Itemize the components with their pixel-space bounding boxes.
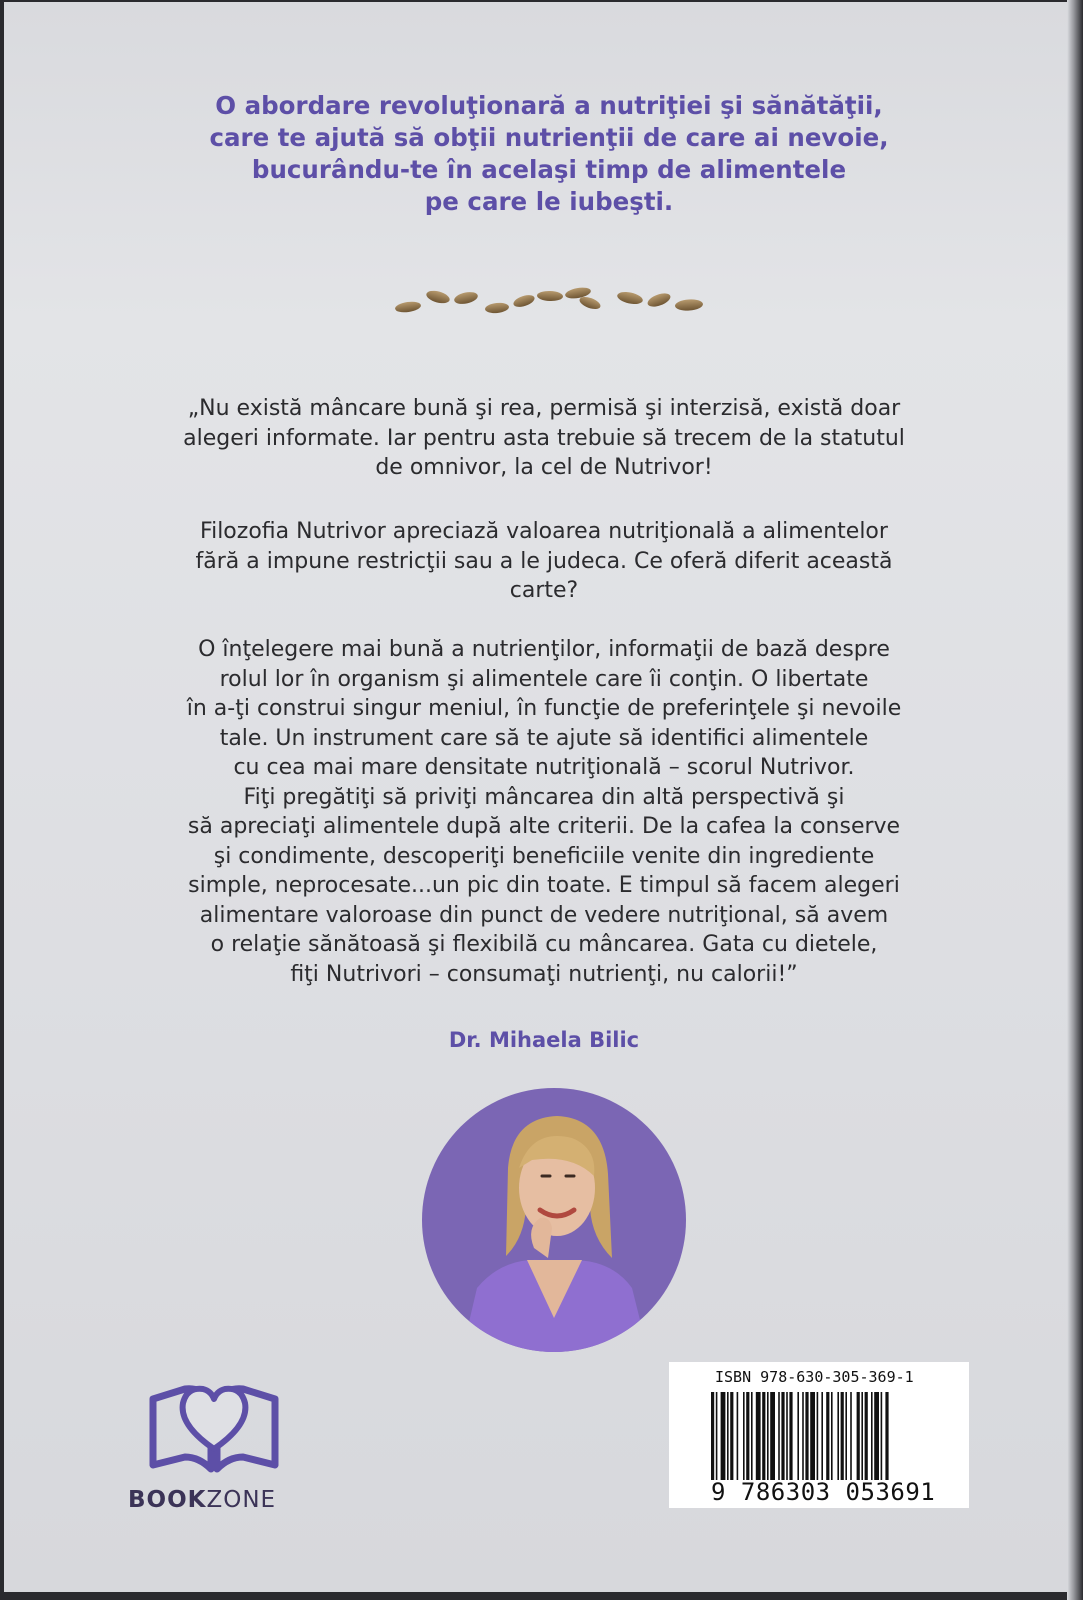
text-line: simple, neprocesate...un pic din toate. E timpul să facem alegeri — [188, 873, 900, 898]
text-line: tale. Un instrument care să te ajute să identifici alimentele — [219, 725, 869, 751]
text-line: în a-ţi construi singur meniul, în funcţie de preferinţele şi nevoile — [186, 696, 902, 721]
barcode-bar — [797, 1392, 799, 1480]
text-line: carte? — [509, 578, 579, 603]
barcode-bar — [737, 1392, 739, 1480]
barcode-bar — [727, 1392, 729, 1480]
publisher-name — [128, 1487, 308, 1513]
barcode-bar — [857, 1392, 860, 1480]
barcode-bar — [865, 1392, 868, 1480]
text-line: o relaţie sănătoasă şi flexibilă cu mâncarea. Gata cu dietele, — [210, 932, 878, 957]
text-line: Filozofia Nutrivor apreciază valoarea nutriţională a alimentelor — [200, 519, 888, 544]
barcode-digits: 9 786303 053691 — [711, 1478, 936, 1506]
text-line: alimentare valoroase din punct de vedere nutriţional, să avem — [199, 902, 889, 928]
barcode-bar — [810, 1392, 815, 1480]
barcode-bar — [721, 1392, 726, 1480]
barcode-bar — [762, 1392, 765, 1480]
philosophy-paragraph — [104, 517, 984, 606]
barcode-bar — [730, 1392, 733, 1480]
text-line: să apreciaţi alimentele după alte criterii. De la cafea la conserve — [187, 814, 901, 839]
barcode-bar — [767, 1392, 769, 1480]
barcode-bar — [821, 1392, 823, 1480]
barcode-bar — [817, 1392, 819, 1480]
tagline-line: O abordare revoluţionară a nutriţiei şi sănătăţii, — [215, 91, 883, 120]
barcode-bar — [789, 1392, 792, 1480]
barcode-bar — [826, 1392, 829, 1480]
tagline-line: pe care le iubeşti. — [424, 187, 674, 216]
text-line: fără a impune restricţii sau a le judeca. Ce oferă diferit această — [195, 548, 893, 574]
barcode-bar — [716, 1392, 718, 1480]
text-line: alegeri informate. Iar pentru asta trebuie să trecem de la statutul — [183, 425, 905, 451]
barcode-bar — [743, 1392, 745, 1480]
barcode-bar — [781, 1392, 784, 1480]
bookzone-logo-icon — [149, 1367, 279, 1482]
barcode — [709, 1392, 959, 1480]
seeds-decoration — [394, 285, 724, 325]
publisher-name-light: ZONE — [206, 1487, 277, 1513]
barcode-bar — [711, 1392, 714, 1480]
author-portrait — [422, 1088, 686, 1352]
text-line: şi condimente, descoperiţi beneficiile venite din ingrediente — [213, 843, 875, 869]
isbn-barcode-block — [669, 1362, 969, 1508]
text-line: rolul lor în organism şi alimentele care îi conţin. O libertate — [219, 666, 869, 692]
description-paragraph — [104, 635, 984, 989]
text-line: „Nu există mâncare bună şi rea, permisă şi interzisă, există doar — [187, 396, 901, 421]
isbn-label: ISBN 978-630-305-369-1 — [715, 1368, 914, 1386]
barcode-bar — [831, 1392, 833, 1480]
barcode-bar — [751, 1392, 753, 1480]
text-line: Fiţi pregătiţi să priviţi mâncarea din altă perspectivă şi — [243, 784, 845, 810]
text-line: cu cea mai mare densitate nutriţională – scorul Nutrivor. — [233, 755, 855, 780]
barcode-bar — [841, 1392, 844, 1480]
barcode-bar — [756, 1392, 761, 1480]
book-back-cover — [4, 2, 1076, 1592]
barcode-bar — [861, 1392, 863, 1480]
barcode-bar — [805, 1392, 808, 1480]
barcode-bar — [874, 1392, 879, 1480]
tagline — [124, 90, 974, 218]
book-edge — [1067, 0, 1083, 1600]
text-line: O înţelegere mai bună a nutrienţilor, informaţii de bază despre — [198, 637, 890, 662]
tagline-line: bucurându-te în acelaşi timp de alimentele — [251, 155, 847, 184]
text-line: de omnivor, la cel de Nutrivor! — [375, 455, 713, 480]
barcode-bar — [778, 1392, 780, 1480]
barcode-bar — [881, 1392, 883, 1480]
barcode-bar — [871, 1392, 873, 1480]
text-line: fiţi Nutrivori – consumaţi nutrienţi, nu calorii!” — [290, 961, 798, 987]
author-signature: Dr. Mihaela Bilic — [448, 1028, 640, 1052]
barcode-bar — [850, 1392, 852, 1480]
barcode-bar — [837, 1392, 839, 1480]
barcode-bar — [885, 1392, 888, 1480]
barcode-bar — [786, 1392, 788, 1480]
quote-paragraph — [104, 394, 984, 483]
barcode-bar — [845, 1392, 847, 1480]
publisher-name-bold: BOOK — [128, 1487, 207, 1513]
barcode-bar — [802, 1392, 804, 1480]
barcode-bar — [746, 1392, 749, 1480]
barcode-bar — [770, 1392, 775, 1480]
tagline-line: care te ajută să obţii nutrienţii de care ai nevoie, — [209, 123, 889, 152]
